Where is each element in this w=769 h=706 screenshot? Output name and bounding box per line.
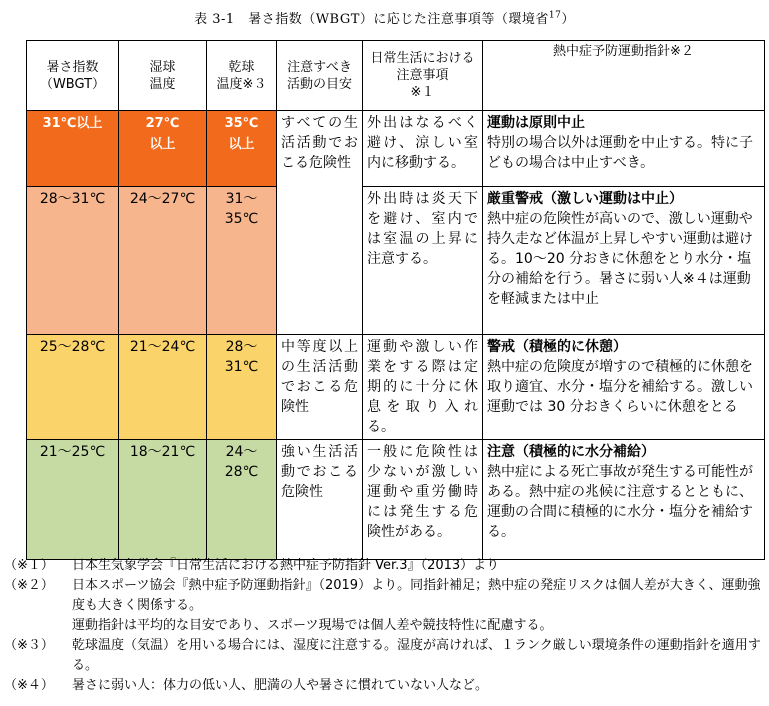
footnote <box>4 676 764 696</box>
footnotes <box>4 556 764 696</box>
header-dry-bulb: 乾球 温度※３ <box>207 41 277 111</box>
wet-bulb-cell: 24～27℃ <box>119 187 207 335</box>
activity-cell: 中等度以上の生活活動でおこる危険性 <box>277 335 363 440</box>
wbgt-cell: 21～25℃ <box>27 440 119 560</box>
footnote-label: （※１） <box>4 558 54 573</box>
footnote <box>4 576 764 616</box>
footnote-text: 暑さに弱い人：体力の低い人、肥満の人や暑さに慣れていない人など。 <box>72 678 489 693</box>
footnote-text: 日本生気象学会『日常生活における熱中症予防指針 Ver.3』（2013）より <box>72 558 500 573</box>
guideline-text: 熱中症の危険度が増すので積極的に休憩を取り適宜、水分・塩分を補給する。激しい運動では 30 分おきくらいに休憩をとる <box>487 359 753 415</box>
wbgt-cell: 25～28℃ <box>27 335 119 440</box>
guideline-title: 厳重警戒（激しい運動は中止） <box>487 191 683 207</box>
caption-close: ） <box>561 12 575 27</box>
table-header-row <box>27 41 765 111</box>
guideline-text: 特別の場合以外は運動を中止する。特に子どもの場合は中止すべき。 <box>487 135 753 171</box>
header-activity: 注意すべき活動の目安 <box>277 41 363 111</box>
footnote-label: （※３） <box>4 638 54 653</box>
header-sport-guideline: 熱中症予防運動指針※２ <box>483 41 765 111</box>
table-row <box>27 111 765 187</box>
wbgt-table <box>26 40 765 560</box>
table-row <box>27 187 765 335</box>
wbgt-cell: 31℃以上 <box>27 111 119 187</box>
guideline-title: 注意（積極的に水分補給） <box>487 444 655 460</box>
footnote-text: 乾球温度（気温）を用いる場合には、湿度に注意する。湿度が高ければ、１ランク厳しい環境条件の運動指針を適用する。 <box>72 638 761 673</box>
dry-bulb-cell: 28～ 31℃ <box>207 335 277 440</box>
footnote-extra: 運動指針は平均的な目安であり、スポーツ現場では個人差や競技特性に配慮する。 <box>72 618 553 633</box>
activity-cell: 強い生活活動でおこる危険性 <box>277 440 363 560</box>
caption-text: 表 3-1 暑さ指数（WBGT）に応じた注意事項等（環境省 <box>194 12 549 27</box>
footnote <box>4 556 764 576</box>
caption-sup: 17 <box>548 10 562 21</box>
footnote-label: （※４） <box>4 678 54 693</box>
wet-bulb-cell: 18～21℃ <box>119 440 207 560</box>
sport-guideline-cell <box>483 440 765 560</box>
sport-guideline-cell <box>483 187 765 335</box>
header-daily-life: 日常生活における注意事項 ※１ <box>363 41 483 111</box>
footnote-label: （※２） <box>4 578 54 593</box>
wet-bulb-cell: 21～24℃ <box>119 335 207 440</box>
table-caption <box>0 8 769 27</box>
table-row <box>27 335 765 440</box>
daily-life-cell: 一般に危険性は少ないが激しい運動や重労働時には発生する危険性がある。 <box>363 440 483 560</box>
guideline-text: 熱中症の危険性が高いので、激しい運動や持久走など体温が上昇しやすい運動は避ける。10～20 分おきに休憩をとり水分・塩分の補給を行う。暑さに弱い人※４は運動を軽減または中止 <box>487 211 753 307</box>
sport-guideline-cell <box>483 335 765 440</box>
daily-life-cell: 外出はなるべく避け、涼しい室内に移動する。 <box>363 111 483 187</box>
wet-bulb-cell: 27℃ 以上 <box>119 111 207 187</box>
guideline-title: 警戒（積極的に休憩） <box>487 339 627 355</box>
activity-cell: すべての生活活動でおこる危険性 <box>277 111 363 335</box>
header-wbgt: 暑さ指数 （WBGT） <box>27 41 119 111</box>
header-wet-bulb: 湿球 温度 <box>119 41 207 111</box>
guideline-text: 熱中症による死亡事故が発生する可能性がある。熱中症の兆候に注意するとともに、運動の合間に積極的に水分・塩分を補給する。 <box>487 464 753 540</box>
guideline-title: 運動は原則中止 <box>487 115 585 131</box>
table-row <box>27 440 765 560</box>
dry-bulb-cell: 24～ 28℃ <box>207 440 277 560</box>
daily-life-cell: 外出時は炎天下を避け、室内では室温の上昇に注意する。 <box>363 187 483 335</box>
dry-bulb-cell: 35℃ 以上 <box>207 111 277 187</box>
sport-guideline-cell <box>483 111 765 187</box>
footnote-text: 日本スポーツ協会『熱中症予防運動指針』（2019）より。同指針補足；熱中症の発症リスクは個人差が大きく、運動強度も大きく関係する。 <box>72 578 761 613</box>
dry-bulb-cell: 31～ 35℃ <box>207 187 277 335</box>
footnote <box>4 636 764 676</box>
wbgt-cell: 28～31℃ <box>27 187 119 335</box>
daily-life-cell: 運動や激しい作業をする際は定期的に十分に休息を取り入れる。 <box>363 335 483 440</box>
